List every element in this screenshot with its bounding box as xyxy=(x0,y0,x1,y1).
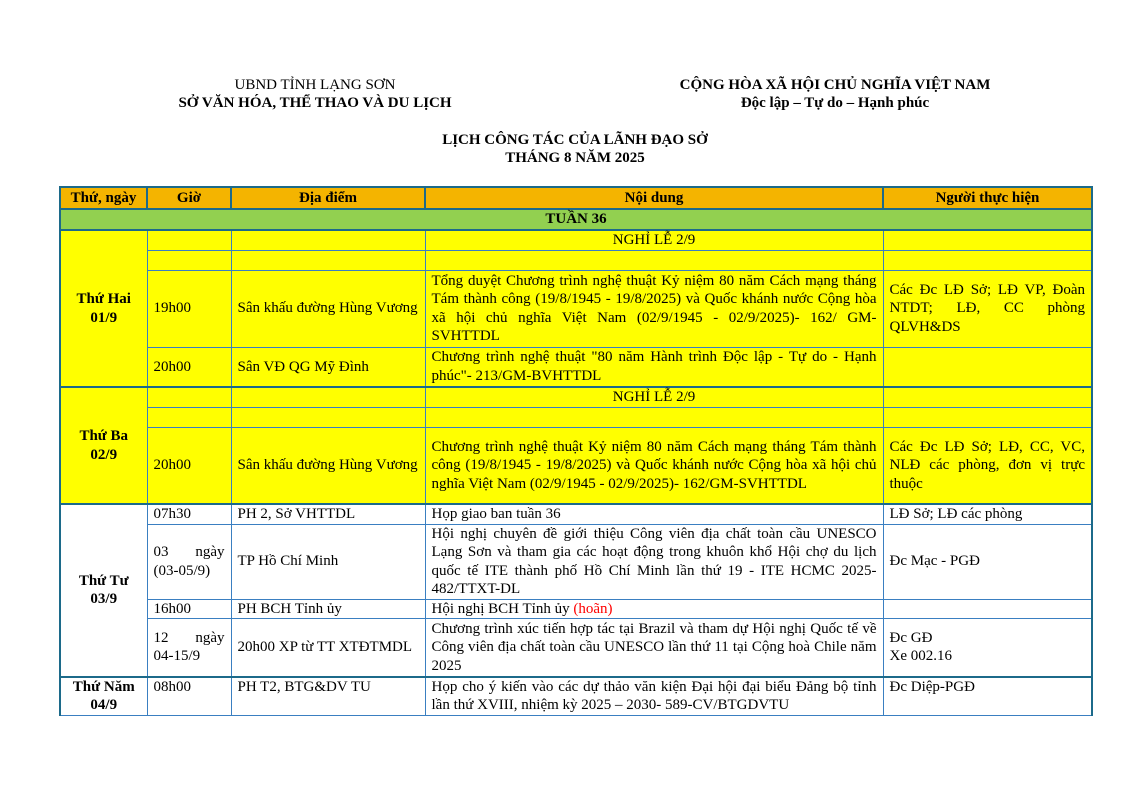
country-name: CỘNG HÒA XÃ HỘI CHỦ NGHĨA VIỆT NAM xyxy=(679,77,991,93)
place-cell: PH T2, BTG&DV TU xyxy=(231,677,425,716)
table-row xyxy=(60,504,1092,524)
title-line2: THÁNG 8 NĂM 2025 xyxy=(505,150,645,166)
table-row xyxy=(60,599,1092,619)
vehicle-line: Xe 002.16 xyxy=(889,648,952,665)
table-row xyxy=(60,407,1092,427)
person-cell xyxy=(883,347,1092,387)
day-date: 01/9 xyxy=(90,309,118,326)
table-row xyxy=(60,619,1092,677)
postponed-note: (hoãn) xyxy=(573,600,613,617)
person-cell xyxy=(883,599,1092,619)
content-cell: Chương trình nghệ thuật "80 năm Hành trình Độc lập - Tự do - Hạnh phúc"- 213/GM-BVHTTDL xyxy=(425,347,883,387)
content-text: Hội nghị BCH Tỉnh ủy xyxy=(431,600,570,617)
time-cell: 16h00 xyxy=(147,599,231,619)
time-cell: 20h00 xyxy=(147,427,231,504)
department-name: SỞ VĂN HÓA, THỂ THAO VÀ DU LỊCH xyxy=(178,95,452,111)
day-cell xyxy=(60,677,147,716)
person-cell: Đc Mạc - PGĐ xyxy=(883,524,1092,599)
content-cell: Họp cho ý kiến vào các dự thảo văn kiện Đại hội đại biểu Đảng bộ tỉnh lần thứ XVIII, nhiệm kỳ 2025 – 2030- 589-CV/BTGDVTU xyxy=(425,677,883,716)
table-row xyxy=(60,387,1092,407)
day-date: 03/9 xyxy=(90,591,118,608)
national-motto: Độc lập – Tự do – Hạnh phúc xyxy=(740,95,930,111)
place-cell: Sân VĐ QG Mỹ Đình xyxy=(231,347,425,387)
table-header-row xyxy=(60,187,1092,209)
time-cell: 19h00 xyxy=(147,270,231,347)
day-cell xyxy=(60,504,147,677)
table-row xyxy=(60,347,1092,387)
col-day: Thứ, ngày xyxy=(60,187,147,209)
col-time: Giờ xyxy=(147,187,231,209)
content-cell: Hội nghị chuyên đề giới thiệu Công viên địa chất toàn cầu UNESCO Lạng Sơn và tham gia các hoạt động trong khuôn khổ Hội chợ du lịch quốc tế ITE thành phố Hồ Chí Minh lần thứ 19 - ITE HCMC 2025-482/TTXT-DL xyxy=(425,524,883,599)
document-title xyxy=(300,131,850,167)
place-cell: PH BCH Tỉnh ủy xyxy=(231,599,425,619)
col-content: Nội dung xyxy=(425,187,883,209)
holiday-label: NGHỈ LỄ 2/9 xyxy=(425,387,883,407)
day-date: 02/9 xyxy=(90,446,118,463)
content-cell: Chương trình xúc tiến hợp tác tại Brazil và tham dự Hội nghị Quốc tế về Công viên địa chất toàn cầu UNESCO lần thứ 11 tại Cộng hoà Chile năm 2025 xyxy=(425,619,883,677)
week-row xyxy=(60,209,1092,230)
person-cell xyxy=(883,619,1092,677)
title-line1: LỊCH CÔNG TÁC CỦA LÃNH ĐẠO SỞ xyxy=(442,132,708,148)
person-cell: Các Đc LĐ Sở; LĐ, CC, VC, NLĐ các phòng, đơn vị trực thuộc xyxy=(883,427,1092,504)
day-name: Thứ Hai xyxy=(76,291,131,307)
content-cell: Tổng duyệt Chương trình nghệ thuật Kỷ niệm 80 năm Cách mạng tháng Tám thành công (19/8/1945 - 19/8/2025) và Quốc khánh nước Cộng hòa xã hội chủ nghĩa Việt Nam (02/9/1945 - 02/9/2025)- 162/ GM-SVHTTDL xyxy=(425,270,883,347)
time-cell: 08h00 xyxy=(147,677,231,716)
table-row xyxy=(60,250,1092,270)
day-name: Thứ Ba xyxy=(79,428,129,444)
day-name: Thứ Năm xyxy=(72,678,135,695)
content-cell: Họp giao ban tuần 36 xyxy=(425,504,883,524)
time-cell: 03 ngày (03-05/9) xyxy=(147,524,231,599)
table-row xyxy=(60,524,1092,599)
time-cell: 12 ngày 04-15/9 xyxy=(147,619,231,677)
place-cell: Sân khấu đường Hùng Vương xyxy=(231,270,425,347)
schedule-table xyxy=(59,186,1093,716)
week-label: TUẦN 36 xyxy=(60,209,1092,230)
national-header xyxy=(640,76,1030,112)
table-row xyxy=(60,677,1092,716)
person-cell: LĐ Sở; LĐ các phòng xyxy=(883,504,1092,524)
content-cell: Chương trình nghệ thuật Kỷ niệm 80 năm Cách mạng tháng Tám thành công (19/8/1945 - 19/8/2025) và Quốc khánh nước Cộng hòa xã hội chủ nghĩa Việt Nam (02/9/1945 - 02/9/2025)- 162/GM-SVHTTDL xyxy=(425,427,883,504)
day-name: Thứ Tư xyxy=(78,572,129,589)
day-date: 04/9 xyxy=(90,697,118,713)
person-cell: Các Đc LĐ Sở; LĐ VP, Đoàn NTDT; LĐ, CC phòng QLVH&DS xyxy=(883,270,1092,347)
time-cell: 20h00 xyxy=(147,347,231,387)
place-cell: PH 2, Sở VHTTDL xyxy=(231,504,425,524)
table-row xyxy=(60,427,1092,504)
col-place: Địa điểm xyxy=(231,187,425,209)
col-person: Người thực hiện xyxy=(883,187,1092,209)
place-cell: 20h00 XP từ TT XTĐTMDL xyxy=(231,619,425,677)
place-cell: Sân khấu đường Hùng Vương xyxy=(231,427,425,504)
province-name: UBND TỈNH LẠNG SƠN xyxy=(234,77,396,93)
table-row xyxy=(60,230,1092,250)
content-cell xyxy=(425,599,883,619)
person-cell: Đc Diệp-PGĐ xyxy=(883,677,1092,716)
agency-header xyxy=(150,76,480,112)
person-line: Đc GĐ xyxy=(889,629,933,646)
place-cell: TP Hồ Chí Minh xyxy=(231,524,425,599)
day-cell xyxy=(60,230,147,387)
holiday-label: NGHỈ LỄ 2/9 xyxy=(425,230,883,250)
time-cell: 07h30 xyxy=(147,504,231,524)
day-cell xyxy=(60,387,147,504)
table-row xyxy=(60,270,1092,347)
